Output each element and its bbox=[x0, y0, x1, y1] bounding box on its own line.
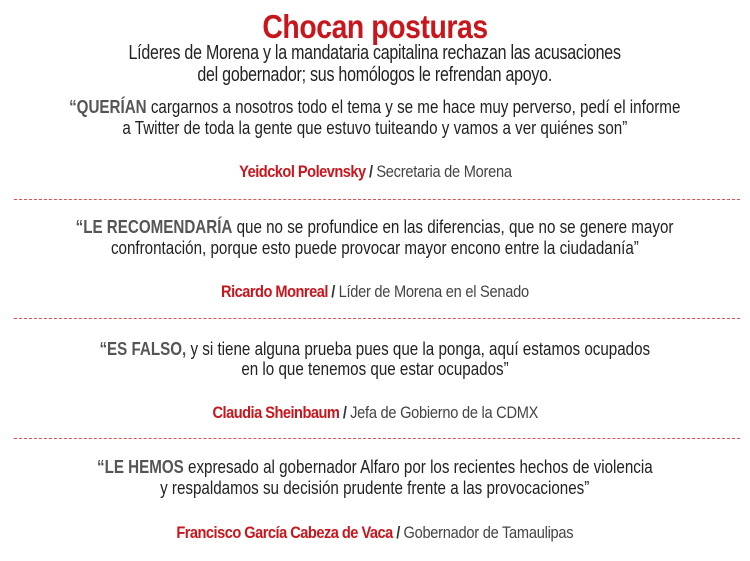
divider bbox=[14, 438, 740, 439]
speaker-name: Yeidckol Polevnsky bbox=[238, 162, 366, 181]
quote-lead: “QUERÍAN bbox=[69, 96, 147, 117]
page-title: Chocan posturas bbox=[262, 8, 488, 45]
speaker-role: Líder de Morena en el Senado bbox=[338, 282, 529, 301]
quote-2-line-1: “LE RECOMENDARÍA que no se profundice en las diferencias, que no se genere mayor bbox=[76, 216, 674, 237]
subtitle-line-2: del gobernador; sus homólogos le refrendan apoyo. bbox=[197, 64, 553, 86]
quote-1-line-2: a Twitter de toda la gente que estuvo tuiteando y vamos a ver quiénes son” bbox=[122, 117, 628, 138]
quote-3-line-2: en lo que tenemos que estar ocupados” bbox=[241, 358, 509, 379]
byline-1: Yeidckol Polevnsky / Secretaria de Morena bbox=[238, 162, 512, 181]
subtitle-line-1: Líderes de Morena y la mandataria capitalina rechazan las acusaciones bbox=[128, 42, 622, 64]
quote-2-line-2: confrontación, porque esto puede provocar mayor encono entre la ciudadanía” bbox=[111, 237, 639, 258]
quote-3-line-1: “ES FALSO, y si tiene alguna prueba pues que la ponga, aquí estamos ocupados bbox=[99, 338, 651, 359]
divider bbox=[14, 318, 740, 319]
byline-4: Francisco García Cabeza de Vaca / Gobernador de Tamaulipas bbox=[176, 523, 574, 542]
speaker-role: Jefa de Gobierno de la CDMX bbox=[349, 403, 538, 422]
byline-2: Ricardo Monreal / Líder de Morena en el Senado bbox=[221, 282, 529, 301]
speaker-role: Secretaria de Morena bbox=[375, 162, 512, 181]
quote-1-line-1: “QUERÍAN cargarnos a nosotros todo el tema y se me hace muy perverso, pedí el informe bbox=[69, 96, 681, 117]
quote-lead: “LE RECOMENDARÍA bbox=[76, 216, 233, 237]
quote-4-line-1: “LE HEMOS expresado al gobernador Alfaro por los recientes hechos de violencia bbox=[97, 456, 653, 477]
speaker-name: Claudia Sheinbaum bbox=[212, 403, 340, 422]
divider bbox=[14, 199, 740, 200]
speaker-name: Francisco García Cabeza de Vaca bbox=[176, 523, 393, 542]
speaker-role: Gobernador de Tamaulipas bbox=[403, 523, 574, 542]
quote-4-line-2: y respaldamos su decisión prudente frente a las provocaciones” bbox=[160, 477, 590, 498]
quote-lead: “LE HEMOS bbox=[97, 456, 184, 477]
quote-lead: “ES FALSO, bbox=[99, 338, 187, 359]
speaker-name: Ricardo Monreal bbox=[221, 282, 328, 301]
byline-3: Claudia Sheinbaum / Jefa de Gobierno de la CDMX bbox=[212, 403, 538, 422]
